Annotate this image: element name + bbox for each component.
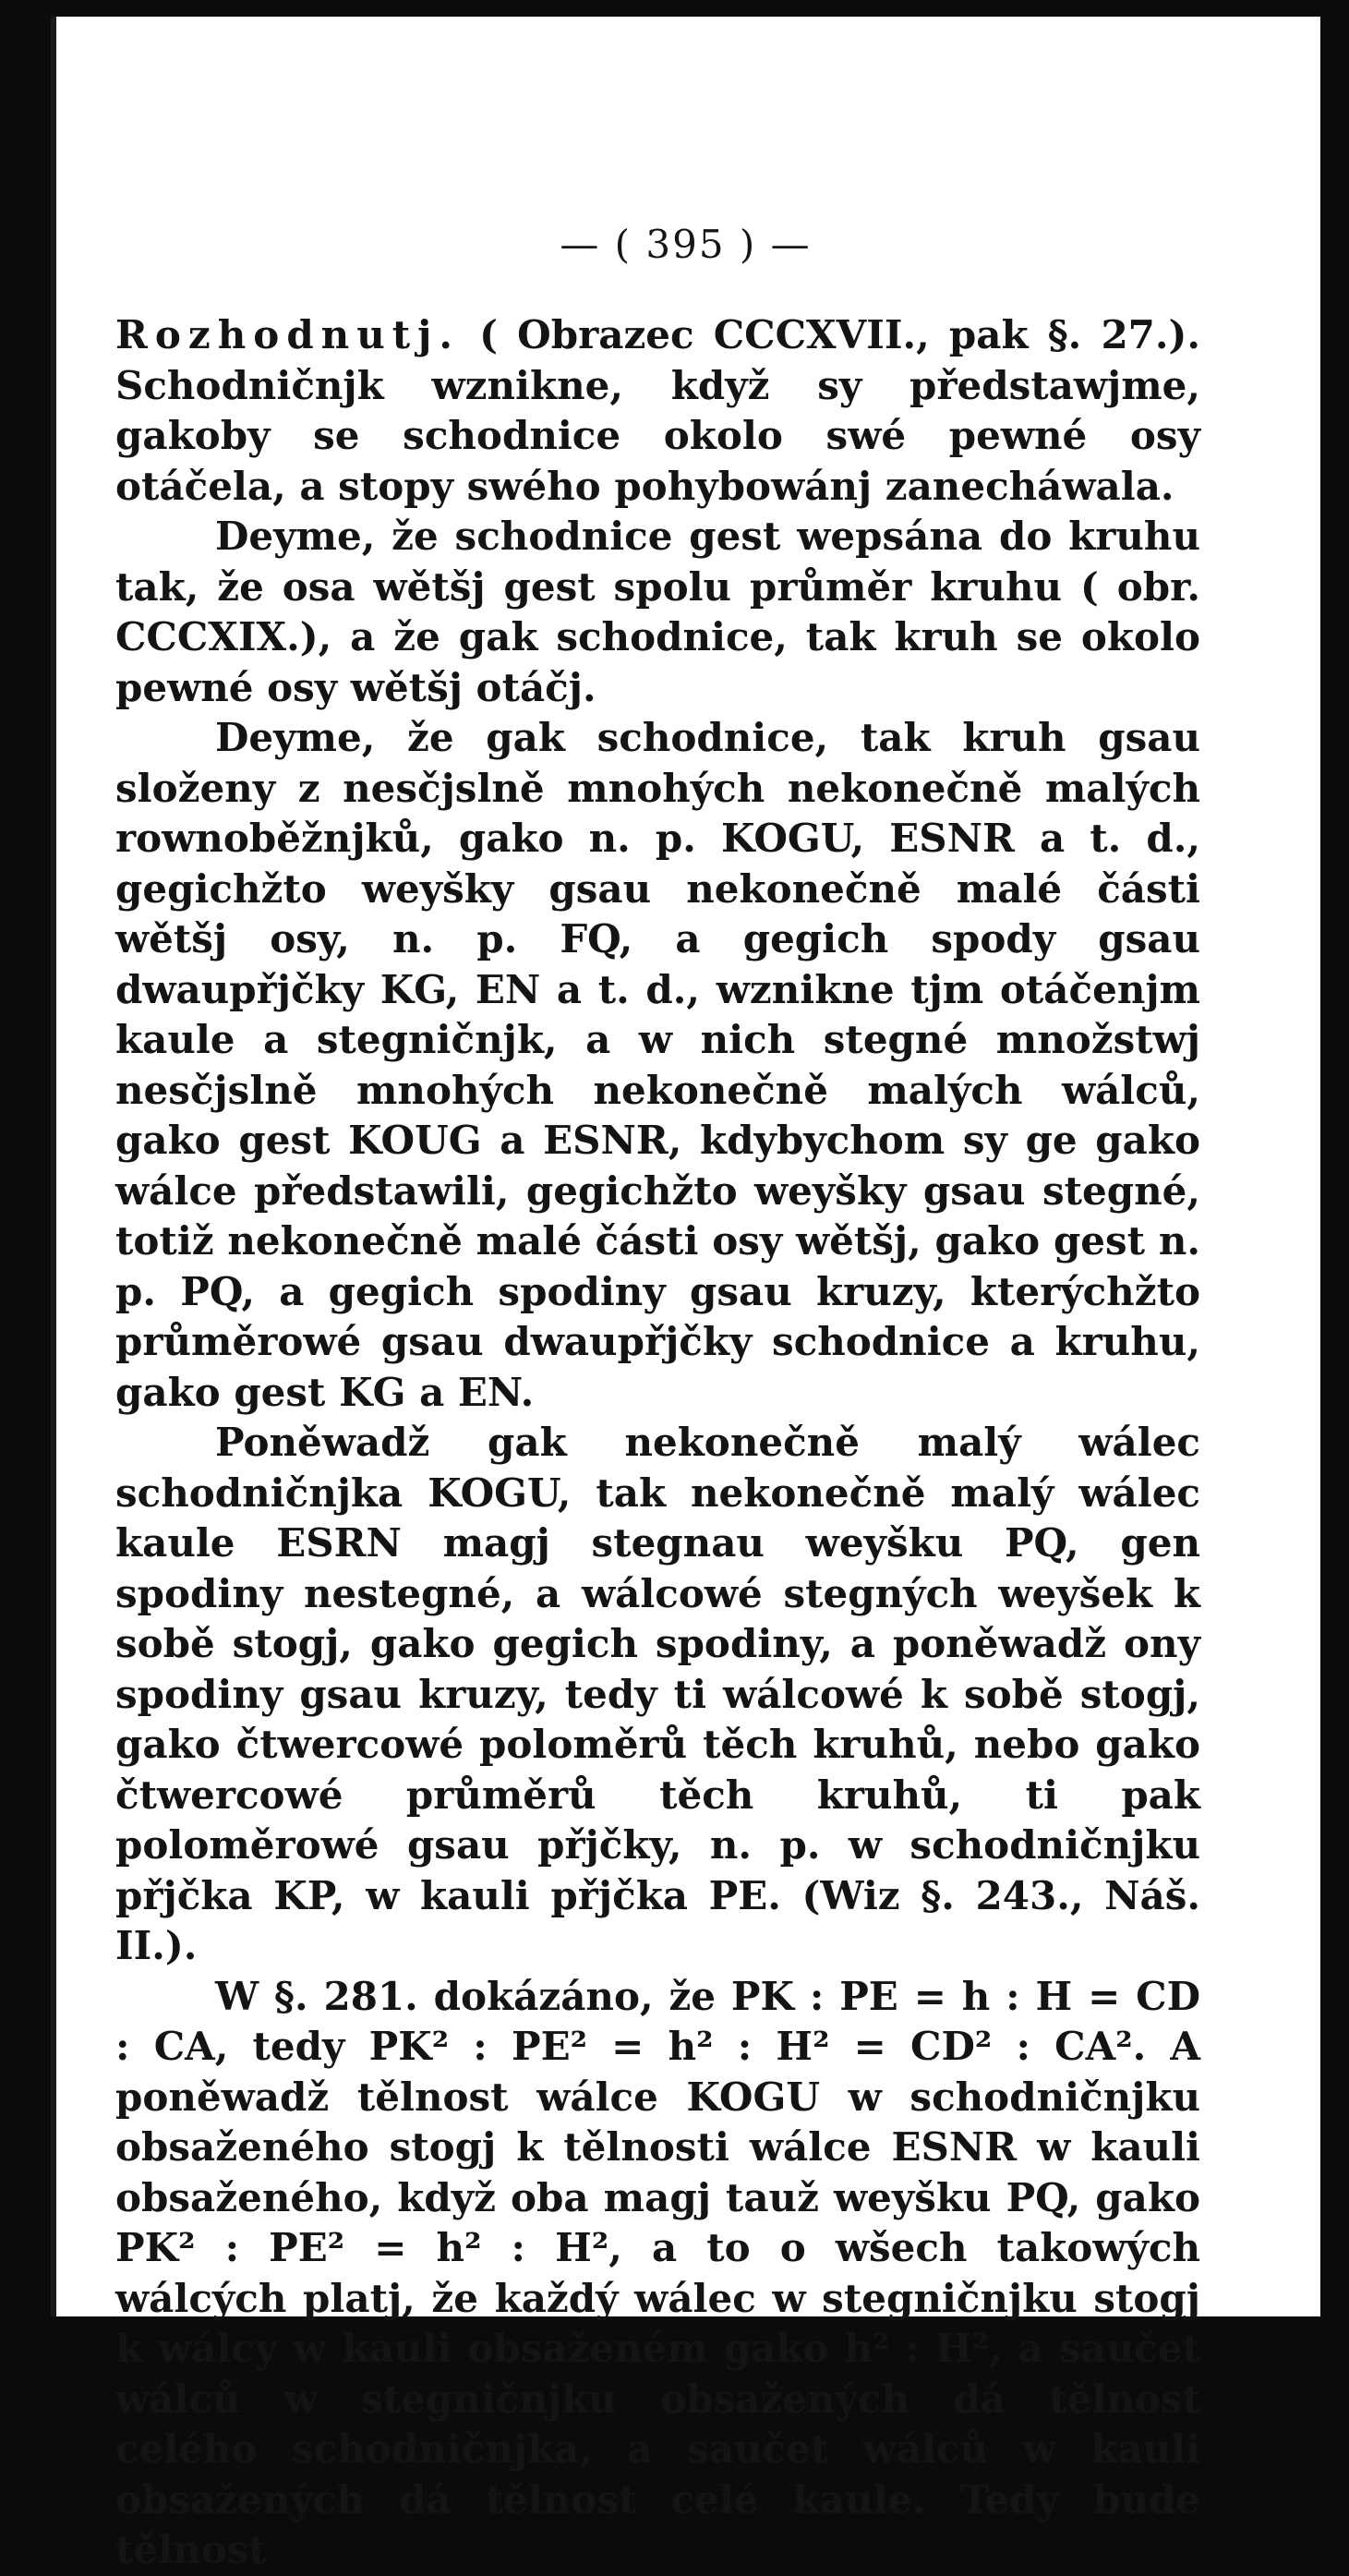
paragraph-4: Poněwadž gak nekonečně malý wálec schodničnjka KOGU, tak nekonečně malý wálec kaule ESRN magj stegnau weyšku PQ, gen spodiny nestegné, a wálcowé stegných weyšek k sobě stogj, gako gegich spodiny, a poněwadž ony spodiny gsau kruzy, tedy ti wálcowé k sobě stogj, gako čtwercowé poloměrů těch kruhů, nebo gako čtwercowé průměrů těch kruhů, ti pak poloměrowé gsau přjčky, n. p. w schodničnjku přjčka KP, w kauli přjčka PE. (Wiz §. 243., Náš. II.). bbox=[115, 1420, 1200, 1968]
paragraph-3: Deyme, že gak schodnice, tak kruh gsau složeny z nesčjslně mnohých nekonečně malých rownoběžnjků, gako n. p. KOGU, ESNR a t. d., gegichžto weyšky gsau nekonečně malé části wětšj osy, n. p. FQ, a gegich spody gsau dwaupřjčky KG, EN a t. d., wznikne tjm otáčenjm kaule a stegničnjk, a w nich stegné množstwj nesčjslně mnohých nekonečně malých wálců, gako gest KOUG a ESNR, kdybychom sy ge gako wálce předstawili, gegichžto weyšky gsau stegné, totiž nekonečně malé části osy wětšj, gako gest n. p. PQ, a gegich spodiny gsau kruzy, kterýchžto průměrowé gsau dwaupřjčky schodnice a kruhu, gako gest KG a EN. bbox=[115, 715, 1200, 1415]
book-page bbox=[51, 17, 1320, 2572]
body-text bbox=[115, 310, 1200, 2576]
page-edge-rule bbox=[51, 17, 56, 2316]
paragraph-text: ( Obrazec CCCXVII., pak §. 27.). Schodničnjk wznikne, když sy předstawjme, gakoby se schodnice okolo swé pewné osy otáčela, a stopy swého pohybowánj zanecháwala. bbox=[115, 312, 1201, 509]
paragraph-1 bbox=[115, 310, 1200, 512]
page-number: — ( 395 ) — bbox=[560, 222, 812, 267]
paragraph-5: W §. 281. dokázáno, že PK : PE = h : H = CD : CA, tedy PK² : PE² = h² : H² = CD² : CA². A poněwadž tělnost wálce KOGU w schodničnjku obsaženého stogj k tělnosti wálce ESNR w kauli obsaženého, když oba magj tauž weyšku PQ, gako PK² : PE² = h² : H², a to o wšech takowých wálcých platj, že každý wálec w stegničnjku stogj k wálcy w kauli obsaženém gako h² : H², a saučet wálců w stegničnjku obsažených dá tělnost celého schodničnjka, a saučet wálců w kauli obsažených dá tělnost celé kaule. Tedy bude tělnost bbox=[115, 1973, 1200, 2572]
section-heading: Rozhodnutj. bbox=[115, 312, 460, 357]
paragraph-2: Deyme, že schodnice gest wepsána do kruhu tak, že osa wětšj gest spolu průměr kruhu ( obr. CCCXIX.), a že gak schodnice, tak kruh se okolo pewné osy wětšj otáčj. bbox=[115, 514, 1200, 710]
